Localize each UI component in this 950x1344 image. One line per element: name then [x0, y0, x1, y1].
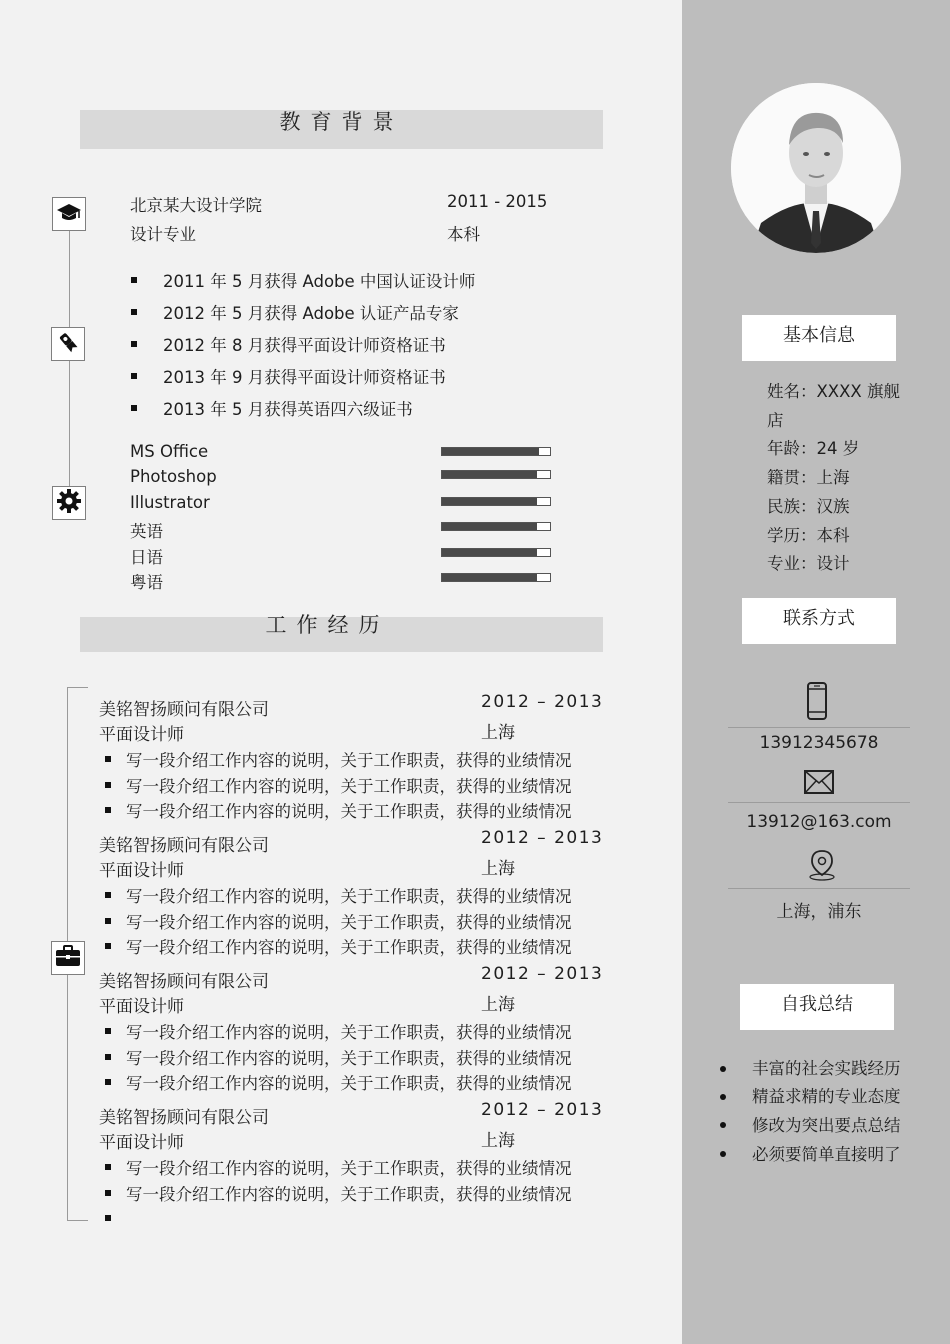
info-name: 姓名：XXXX 旗舰 [767, 382, 900, 401]
job-company: 美铭智扬顾问有限公司 [99, 836, 269, 856]
skill-bar [441, 522, 551, 531]
job-item: 写一段介绍工作内容的说明，关于工作职责，获得的业绩情况 [126, 912, 572, 932]
summary-bullet [720, 1094, 726, 1100]
certificate-item: 2013 年 9 月获得平面设计师资格证书 [163, 368, 446, 387]
job-bullet [105, 1079, 111, 1085]
skill-name: 英语 [130, 522, 163, 541]
summary-item: 丰富的社会实践经历 [752, 1059, 901, 1078]
basic-info-label: 基本信息 [742, 315, 896, 361]
info-ethnicity: 民族：汉族 [767, 497, 850, 516]
certificate-bullet [131, 373, 137, 379]
summary-label: 自我总结 [740, 984, 894, 1030]
skill-name: 日语 [130, 548, 163, 567]
job-bullet [105, 756, 111, 762]
location-pin-icon [807, 849, 837, 885]
certificate-ribbon-icon [56, 330, 80, 358]
job-item: 写一段介绍工作内容的说明，关于工作职责，获得的业绩情况 [126, 1023, 572, 1042]
skill-bar [441, 470, 551, 479]
portrait-photo-svg [731, 83, 901, 253]
info-name-cont: 店 [767, 411, 784, 430]
skill-bar-fill [442, 549, 537, 556]
job-role: 平面设计师 [99, 1133, 184, 1153]
job-date: 2012 – 2013 [481, 964, 604, 984]
email-address: 13912@163.com [746, 812, 892, 832]
skill-name: Illustrator [130, 493, 210, 512]
job-bullet [105, 782, 111, 788]
phone-number: 13912345678 [759, 733, 879, 753]
skill-bar [441, 548, 551, 557]
gear-icon [56, 488, 82, 518]
skill-bar [441, 497, 551, 506]
address: 上海，浦东 [776, 902, 862, 922]
info-hometown: 籍贯：上海 [767, 468, 850, 487]
work-timeline-top-tick [67, 687, 88, 688]
skill-name: Photoshop [130, 467, 217, 486]
skill-bar-fill [442, 523, 537, 530]
skill-name: MS Office [130, 442, 209, 461]
certificate-bullet [131, 277, 137, 283]
certificate-item: 2011 年 5 月获得 Adobe 中国认证设计师 [163, 272, 476, 291]
job-date: 2012 – 2013 [481, 1100, 604, 1120]
job-place: 上海 [481, 1131, 515, 1151]
job-company: 美铭智扬顾问有限公司 [99, 700, 269, 720]
job-bullet [105, 943, 111, 949]
education-icon-box [52, 197, 86, 231]
contact-label: 联系方式 [742, 598, 896, 644]
job-bullet [105, 1215, 111, 1221]
work-icon-box [51, 941, 85, 975]
portrait-photo [731, 83, 901, 253]
job-bullet [105, 1028, 111, 1034]
certificate-bullet [131, 309, 137, 315]
job-item: 写一段介绍工作内容的说明，关于工作职责，获得的业绩情况 [126, 1074, 572, 1093]
job-item: 写一段介绍工作内容的说明，关于工作职责，获得的业绩情况 [126, 802, 572, 821]
job-bullet [105, 1190, 111, 1196]
job-bullet [105, 807, 111, 813]
certificate-bullet [131, 405, 137, 411]
contact-divider [728, 888, 910, 889]
briefcase-icon [55, 945, 81, 971]
school-degree: 本科 [447, 225, 480, 244]
work-timeline-bottom-tick [67, 1220, 88, 1221]
summary-item: 必须要简单直接明了 [752, 1145, 901, 1164]
summary-item: 修改为突出要点总结 [752, 1116, 901, 1135]
job-item: 写一段介绍工作内容的说明，关于工作职责，获得的业绩情况 [126, 751, 572, 770]
job-bullet [105, 1164, 111, 1170]
summary-bullet [720, 1122, 726, 1128]
info-age: 年龄：24 岁 [767, 439, 860, 458]
job-item: 写一段介绍工作内容的说明，关于工作职责，获得的业绩情况 [126, 1048, 572, 1068]
contact-divider [728, 802, 910, 803]
skill-bar [441, 447, 551, 456]
school-years: 2011 - 2015 [447, 192, 548, 211]
job-item: 写一段介绍工作内容的说明，关于工作职责，获得的业绩情况 [126, 776, 572, 796]
job-item: 写一段介绍工作内容的说明，关于工作职责，获得的业绩情况 [126, 1184, 572, 1204]
job-place: 上海 [481, 995, 515, 1015]
envelope-icon [804, 770, 834, 798]
certificate-item: 2012 年 5 月获得 Adobe 认证产品专家 [163, 304, 459, 323]
certificate-item: 2013 年 5 月获得英语四六级证书 [163, 400, 413, 419]
job-company: 美铭智扬顾问有限公司 [99, 972, 269, 992]
education-section-title: 教育背景 [279, 110, 404, 134]
job-role: 平面设计师 [99, 861, 184, 881]
summary-item: 精益求精的专业态度 [752, 1087, 901, 1106]
skills-icon-box [52, 486, 86, 520]
skill-bar-fill [442, 471, 537, 478]
summary-bullet [720, 1151, 726, 1157]
job-bullet [105, 918, 111, 924]
job-company: 美铭智扬顾问有限公司 [99, 1108, 269, 1128]
job-bullet [105, 1054, 111, 1060]
work-section-title: 工作经历 [265, 613, 390, 637]
job-item: 写一段介绍工作内容的说明，关于工作职责，获得的业绩情况 [126, 1159, 572, 1178]
certificate-item: 2012 年 8 月获得平面设计师资格证书 [163, 336, 446, 355]
info-major: 专业：设计 [767, 554, 850, 573]
phone-icon [806, 682, 828, 724]
skill-name: 粤语 [130, 573, 163, 592]
school-major: 设计专业 [130, 225, 196, 244]
skill-bar-fill [442, 498, 537, 505]
job-place: 上海 [481, 859, 515, 879]
skill-bar-fill [442, 448, 539, 455]
job-role: 平面设计师 [99, 997, 184, 1017]
job-date: 2012 – 2013 [481, 828, 604, 848]
school-name: 北京某大设计学院 [130, 196, 262, 215]
graduation-cap-icon [56, 201, 82, 227]
work-section-bar [80, 613, 603, 652]
skill-bar-fill [442, 574, 537, 581]
job-date: 2012 – 2013 [481, 692, 604, 712]
summary-bullet [720, 1066, 726, 1072]
job-bullet [105, 892, 111, 898]
job-place: 上海 [481, 723, 515, 743]
job-role: 平面设计师 [99, 725, 184, 745]
education-section-bar [80, 110, 603, 149]
job-item: 写一段介绍工作内容的说明，关于工作职责，获得的业绩情况 [126, 938, 572, 957]
certificate-icon-box [51, 327, 85, 361]
skill-bar [441, 573, 551, 582]
job-item: 写一段介绍工作内容的说明，关于工作职责，获得的业绩情况 [126, 887, 572, 906]
certificate-bullet [131, 341, 137, 347]
contact-divider [728, 727, 910, 728]
info-education: 学历：本科 [767, 526, 850, 545]
